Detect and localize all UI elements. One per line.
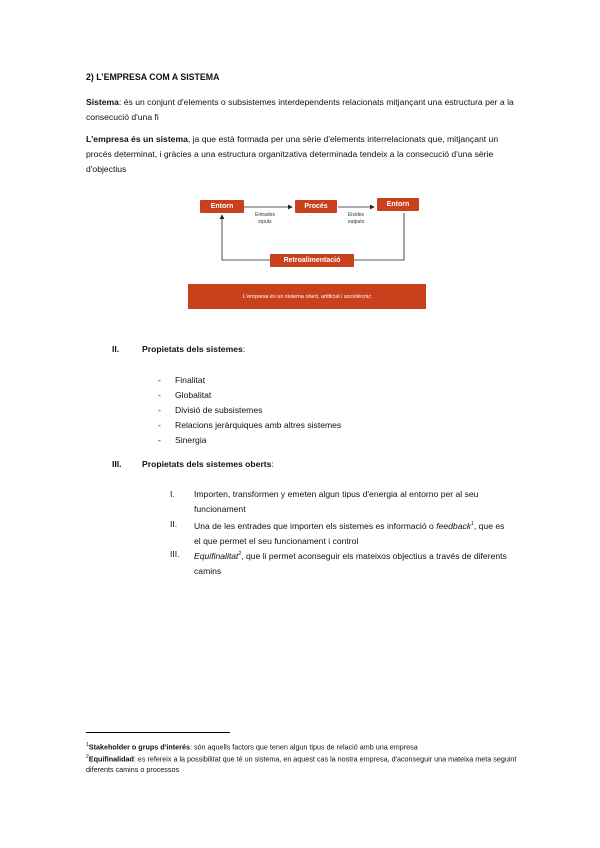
item-number: I. bbox=[170, 489, 175, 499]
section-3-colon: : bbox=[271, 459, 274, 469]
item-text: Importen, transformen y emeten algun tipus d'energia al entorno per al seu funcionament bbox=[194, 489, 479, 514]
definition-text: , ja que està formada per una sèrie d'elements interrelacionats que, mitjançant un procés determinat, i gràcies a una estructura organitzativa determinada tendeix a la consecució d'una sèrie d'objectius bbox=[86, 134, 499, 174]
list-item: - Sinergia bbox=[158, 435, 207, 445]
section-2-colon: : bbox=[242, 344, 246, 354]
list-item: - Divisió de subsistemes bbox=[158, 405, 263, 415]
proces-dot: · bbox=[309, 213, 311, 219]
definition-sistema bbox=[86, 95, 516, 125]
term-sistema: Sistema bbox=[86, 97, 119, 107]
box-entorn-left: Entorn bbox=[200, 200, 244, 213]
label-inputs-line1: Entrades bbox=[254, 212, 275, 218]
list-item: - Relacions jeràrquiques amb altres sistemes bbox=[158, 420, 342, 430]
definition-text: : és un conjunt d'elements o subsistemes interdependents relacionats mitjançant una estructura per a la consecució d'una fi bbox=[86, 97, 514, 122]
box-entorn-right: Entorn bbox=[377, 198, 419, 211]
item-text: Una de les entrades que importen els sistemes es informació o feedback$^1$, que es el que permet el seu funcionament i control bbox=[194, 520, 505, 546]
term-empresa: L'empresa és un sistema bbox=[86, 134, 188, 144]
term-equifinalitat: Equifinalitat bbox=[194, 550, 239, 561]
footnote-ref-1: 1 bbox=[471, 521, 474, 527]
section-3-number: III. bbox=[112, 459, 122, 469]
item-text: Equifinalitat$^2$, que li permet aconseguir els mateixos objectius a través de diferents camins bbox=[194, 550, 507, 576]
list-item: - Globalitat bbox=[158, 390, 212, 400]
item-number: III. bbox=[170, 549, 180, 559]
diagram-banner: L'empresa és un sistema obert, artificial i sociotècnic bbox=[188, 284, 426, 309]
system-properties-list bbox=[158, 373, 341, 448]
term-feedback: feedback bbox=[436, 520, 472, 531]
label-inputs bbox=[250, 212, 280, 226]
section-3-title-wrap bbox=[142, 459, 274, 469]
label-outputs-line2: outputs bbox=[347, 219, 365, 225]
label-outputs bbox=[341, 212, 371, 226]
item-number: II. bbox=[170, 519, 178, 529]
label-inputs-line2: inputs bbox=[258, 219, 272, 225]
section-2-title-wrap bbox=[142, 344, 245, 354]
section-2-number: II. bbox=[112, 344, 120, 354]
footnote-divider bbox=[86, 732, 230, 733]
footnote-1: $^1$Stakeholder o grups d'interés: són aquells factors que tenen algun tipus de relació amb una empresa bbox=[86, 742, 418, 752]
section-3-title: Propietats dels sistemes oberts bbox=[142, 459, 272, 469]
page-heading: 2) L’EMPRESA COM A SISTEMA bbox=[86, 72, 220, 82]
box-retroalimentacio: Retroalimentació bbox=[270, 254, 354, 267]
label-outputs-line1: Eixides bbox=[347, 212, 365, 218]
list-item: - Finalitat bbox=[158, 375, 206, 385]
section-2-title: Propietats dels sistemes bbox=[142, 344, 243, 354]
definition-empresa bbox=[86, 132, 521, 177]
footnote-ref-2: 2 bbox=[238, 551, 242, 557]
box-proces: Procés bbox=[295, 200, 337, 213]
footnote-2: $^2$Equifinalidad: es refereix a la possibilitat que té un sistema, en aquest cas la nostra empresa, d'aconseguir una mateixa meta seguint diferents camins o processos bbox=[86, 754, 517, 775]
